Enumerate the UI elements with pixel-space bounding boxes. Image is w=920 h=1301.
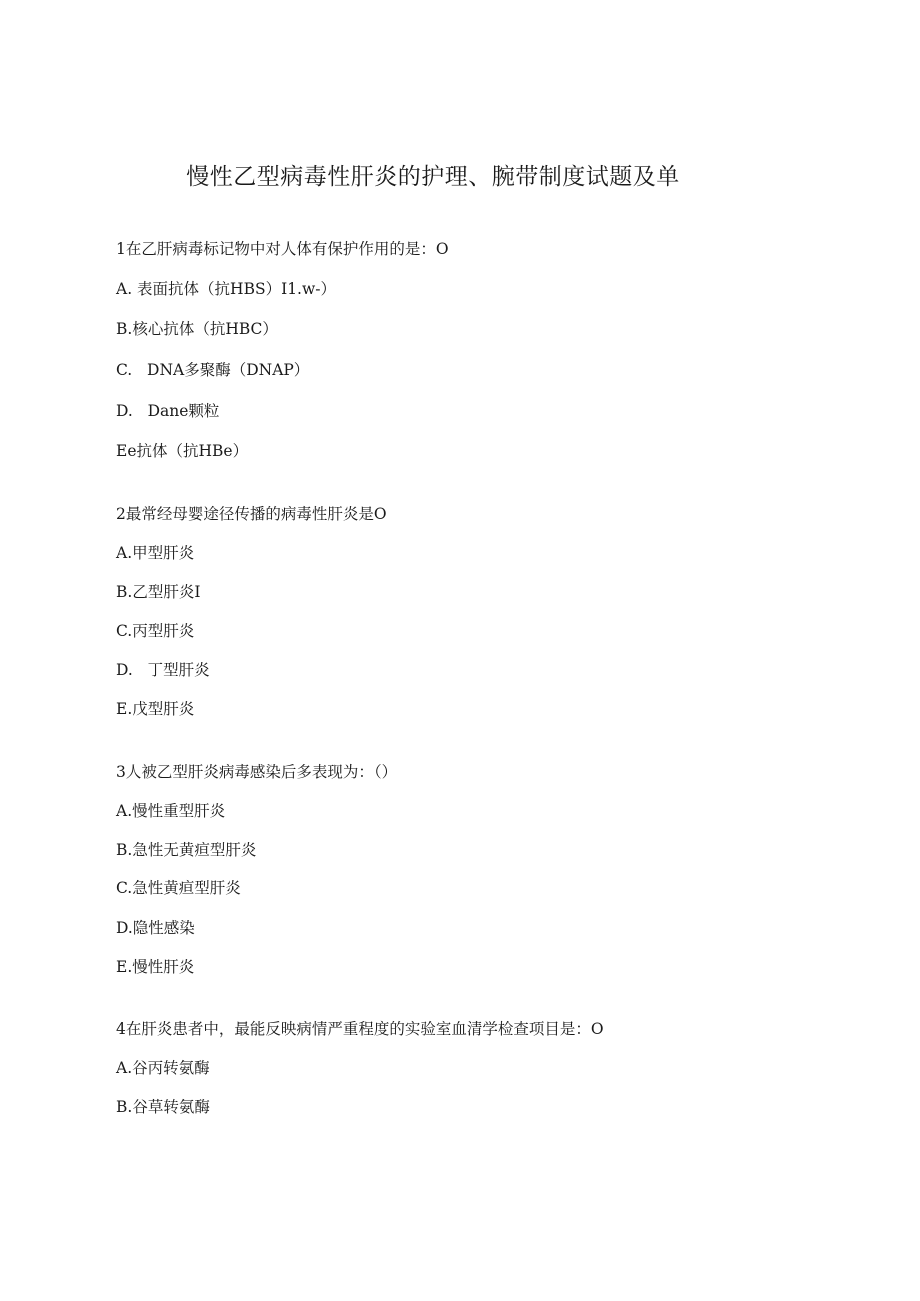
question-2-option-b: B.乙型肝炎I: [116, 583, 201, 601]
question-3-option-a: A.慢性重型肝炎: [116, 802, 226, 820]
question-2-option-c: C.丙型肝炎: [116, 622, 195, 640]
question-3-option-c: C.急性黄疸型肝炎: [116, 879, 241, 897]
question-3-option-e: E.慢性肝炎: [116, 958, 195, 976]
question-1-option-c: C. DNA多聚酶（DNAP）: [116, 361, 310, 379]
question-1-option-d: D. Dane颗粒: [116, 402, 220, 420]
question-2-option-e: E.戊型肝炎: [116, 700, 195, 718]
question-1-option-a: A. 表面抗体（抗HBS）I1.w-）: [116, 280, 336, 298]
question-4-stem: 4在肝炎患者中，最能反映病情严重程度的实验室血清学检查项目是：O: [116, 1020, 604, 1038]
question-1-stem: 1在乙肝病毒标记物中对人体有保护作用的是：O: [116, 240, 449, 258]
question-1-option-e: Ee抗体（抗HBe）: [116, 442, 249, 460]
question-1-option-b: B.核心抗体（抗HBC）: [116, 320, 278, 338]
question-2-stem: 2最常经母婴途径传播的病毒性肝炎是O: [116, 505, 387, 523]
document-title: 慢性乙型病毒性肝炎的护理、腕带制度试题及单: [186, 164, 680, 190]
question-2-option-a: A.甲型肝炎: [116, 544, 195, 562]
question-3-option-b: B.急性无黄疸型肝炎: [116, 841, 257, 859]
question-3-option-d: D.隐性感染: [116, 919, 195, 937]
question-3-stem: 3人被乙型肝炎病毒感染后多表现为：（）: [116, 763, 398, 781]
question-4-option-b: B.谷草转氨酶: [116, 1098, 210, 1116]
question-4-option-a: A.谷丙转氨酶: [116, 1059, 210, 1077]
question-2-option-d: D. 丁型肝炎: [116, 661, 210, 679]
